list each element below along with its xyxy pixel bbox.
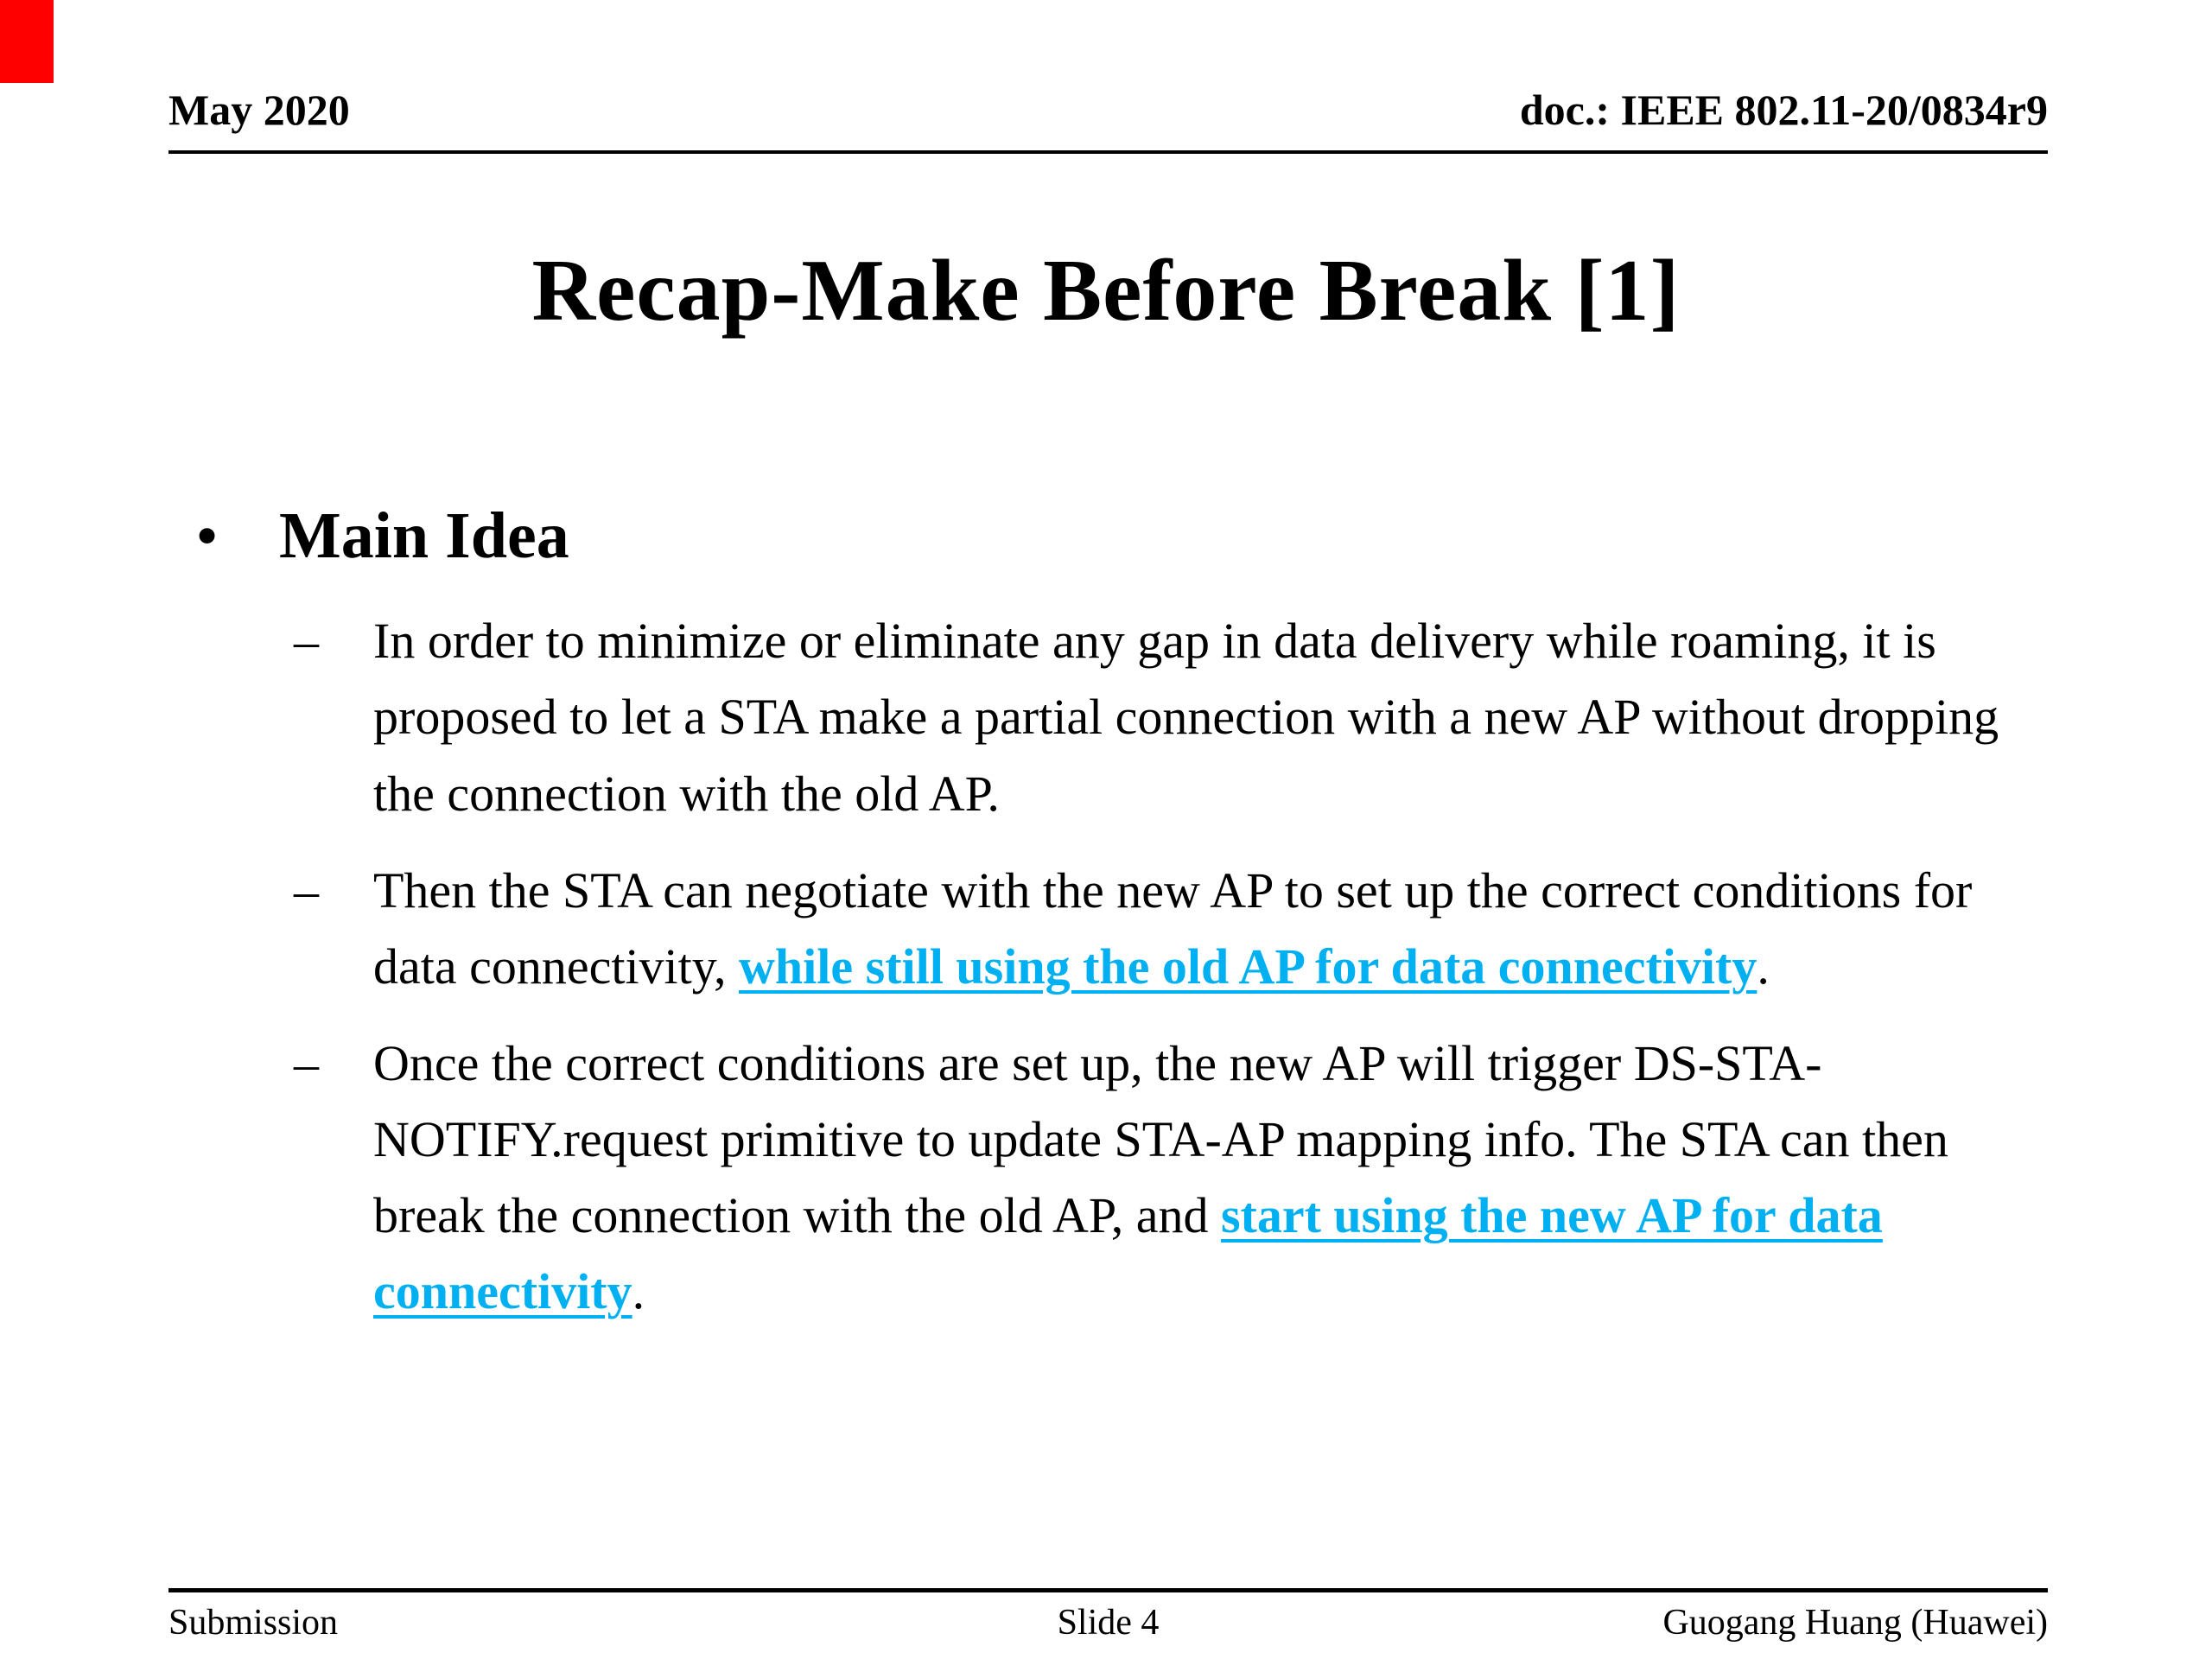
- slide-header: [168, 85, 2048, 135]
- slide-footer: [168, 1602, 2048, 1643]
- footer-slide-number: Slide 4: [1057, 1603, 1160, 1643]
- body-text: In order to minimize or eliminate any gap in data delivery while roaming, it is proposed to let a STA make a partial connection with a new AP without dropping the connection with the old AP.: [373, 613, 1999, 822]
- slide-title: Recap-Make Before Break [1]: [531, 242, 1681, 340]
- item-text: [373, 853, 2018, 1005]
- list-item: [294, 1026, 2018, 1331]
- list-item: [294, 853, 2018, 1005]
- item-text: [373, 603, 2018, 831]
- footer-rule: [168, 1588, 2048, 1592]
- body-text: Then the STA can negotiate with the new AP to set up the correct conditions for data connectivity,: [373, 861, 1973, 995]
- item-text: [373, 1026, 2018, 1331]
- red-corner-accent: [0, 0, 54, 83]
- footer-submission: Submission: [168, 1603, 339, 1643]
- slide-body: [197, 497, 2018, 1351]
- body-text: .: [632, 1263, 645, 1320]
- body-text: Once the correct conditions are set up, the new AP will trigger DS-STA-NOTIFY.request primitive to update STA-AP mapping info. The STA can then break the connection with the old AP, and: [373, 1034, 1948, 1244]
- main-bullet-label: Main Idea: [279, 499, 569, 572]
- bullet-icon: •: [197, 505, 218, 568]
- body-text: .: [1757, 938, 1770, 995]
- header-doc-number: doc.: IEEE 802.11-20/0834r9: [1519, 86, 2048, 134]
- dash-marker: –: [294, 1034, 319, 1091]
- dash-marker: –: [294, 861, 319, 918]
- header-date: May 2020: [168, 86, 350, 134]
- main-bullet: [197, 497, 2018, 575]
- header-rule: [168, 150, 2048, 154]
- sub-bullet-list: [197, 603, 2018, 1330]
- list-item: [294, 603, 2018, 831]
- highlighted-text: start using the new AP for data connectivity: [373, 1187, 1883, 1320]
- highlighted-text: while still using the old AP for data connectivity: [739, 938, 1758, 995]
- footer-author: Guogang Huang (Huawei): [1662, 1603, 2048, 1643]
- dash-marker: –: [294, 613, 319, 670]
